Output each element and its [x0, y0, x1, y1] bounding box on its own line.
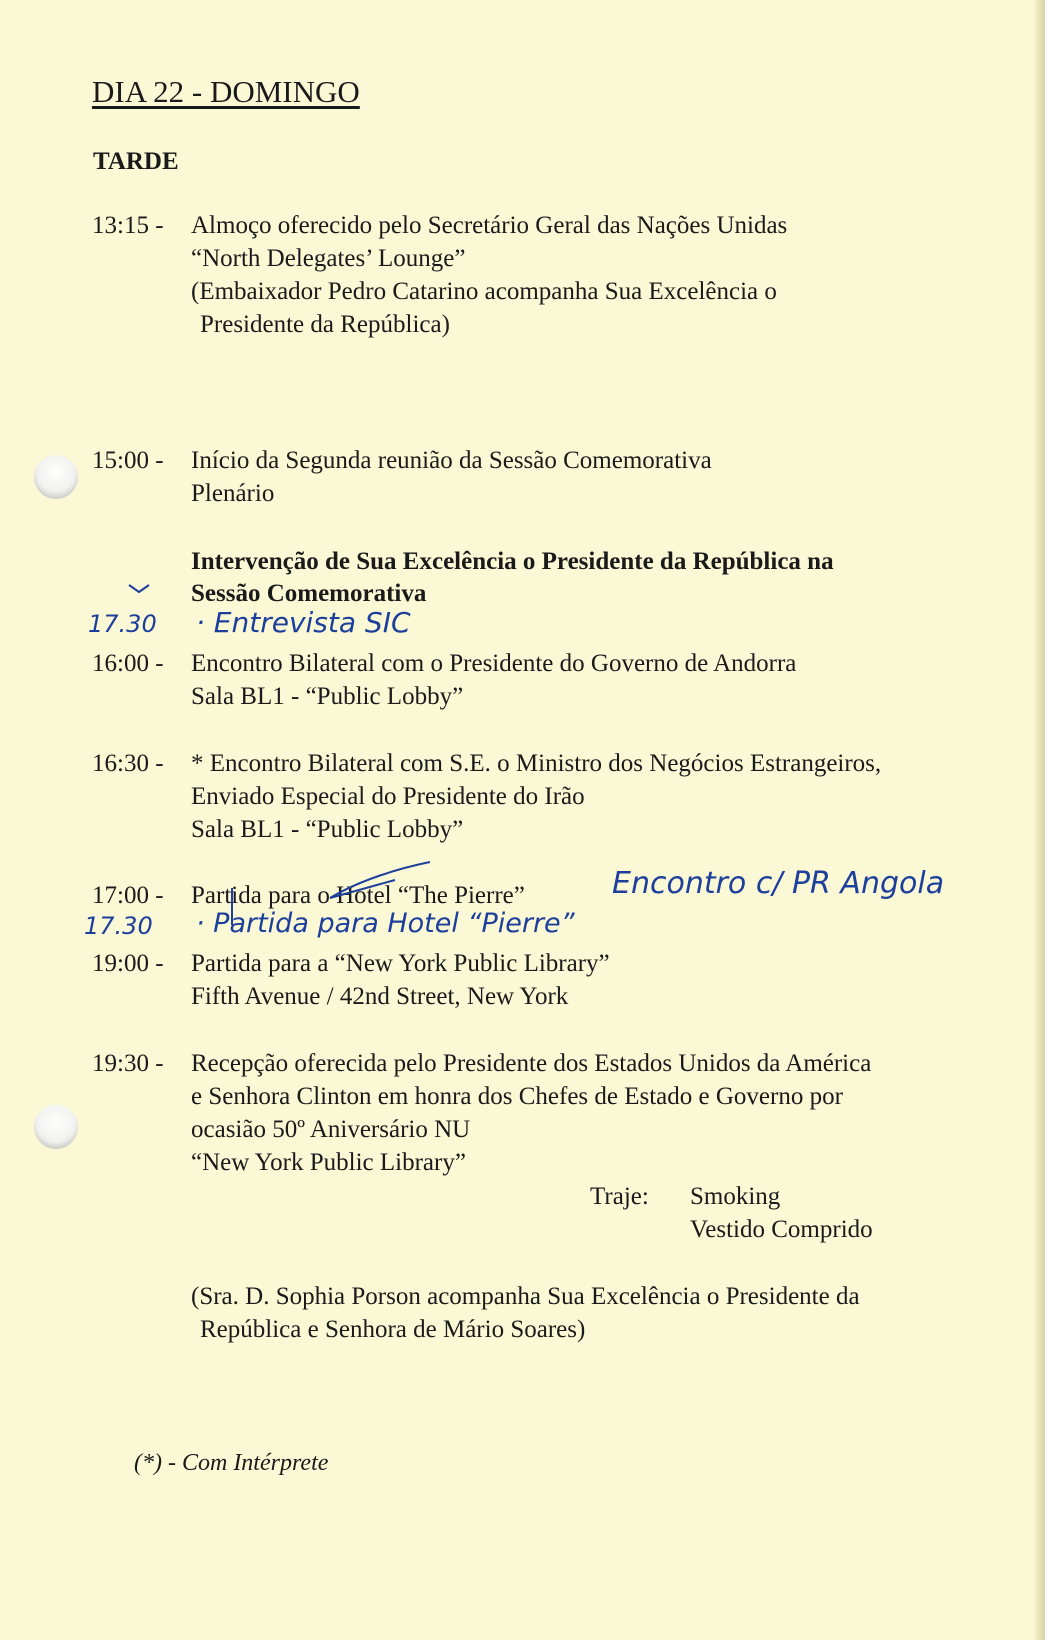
event-line: Fifth Avenue / 42nd Street, New York — [191, 983, 569, 1010]
event-line: Sala BL1 - “Public Lobby” — [191, 816, 464, 843]
period-heading: TARDE — [93, 148, 179, 175]
event-line: Almoço oferecido pelo Secretário Geral das Nações Unidas — [191, 212, 788, 239]
dress-code-value: Smoking — [690, 1183, 781, 1210]
event-line: Enviado Especial do Presidente do Irão — [191, 783, 585, 810]
event-line: Início da Segunda reunião da Sessão Comemorativa — [191, 447, 712, 474]
event-line: Partida para a “New York Public Library” — [191, 950, 610, 977]
handwritten-time: 17.30 — [88, 610, 157, 638]
time-1700: 17:00 - — [92, 882, 164, 909]
event-line: * Encontro Bilateral com S.E. o Ministro dos Negócios Estrangeiros, — [191, 750, 882, 777]
time-1930: 19:30 - — [92, 1050, 164, 1077]
event-line: Presidente da República) — [200, 311, 450, 338]
time-1315: 13:15 - — [92, 212, 164, 239]
handwritten-note: · Partida para Hotel “Pierre” — [196, 908, 575, 939]
handwritten-note: · Entrevista SIC — [196, 606, 411, 639]
time-1600: 16:00 - — [92, 650, 164, 677]
time-1500: 15:00 - — [92, 447, 164, 474]
event-line: e Senhora Clinton em honra dos Chefes de Estado e Governo por — [191, 1083, 843, 1110]
handwritten-note: Encontro c/ PR Angola — [612, 866, 945, 901]
event-line: “North Delegates’ Lounge” — [191, 245, 466, 272]
time-1900: 19:00 - — [92, 950, 164, 977]
footnote: (*) - Com Intérprete — [134, 1450, 329, 1476]
dress-code-label: Traje: — [590, 1183, 649, 1210]
day-title: DIA 22 - DOMINGO — [92, 74, 360, 109]
dress-code-value: Vestido Comprido — [690, 1216, 873, 1243]
handwritten-time: 17.30 — [84, 912, 153, 940]
event-line: Partida para o Hotel “The Pierre” — [191, 882, 525, 909]
event-line: (Embaixador Pedro Catarino acompanha Sua Excelência o — [191, 278, 777, 305]
event-line-bold: Intervenção de Sua Excelência o Presidente da República na — [191, 548, 834, 575]
event-note: República e Senhora de Mário Soares) — [200, 1316, 586, 1343]
event-line: Recepção oferecida pelo Presidente dos Estados Unidos da América — [191, 1050, 872, 1077]
event-line: Plenário — [191, 480, 275, 507]
event-line: Sala BL1 - “Public Lobby” — [191, 683, 464, 710]
event-line-bold: Sessão Comemorativa — [191, 580, 427, 607]
event-line: Encontro Bilateral com o Presidente do Governo de Andorra — [191, 650, 797, 677]
time-1630: 16:30 - — [92, 750, 164, 777]
event-line: ocasião 50º Aniversário NU — [191, 1116, 471, 1143]
event-line: “New York Public Library” — [191, 1149, 466, 1176]
event-note: (Sra. D. Sophia Porson acompanha Sua Excelência o Presidente da — [191, 1283, 860, 1310]
